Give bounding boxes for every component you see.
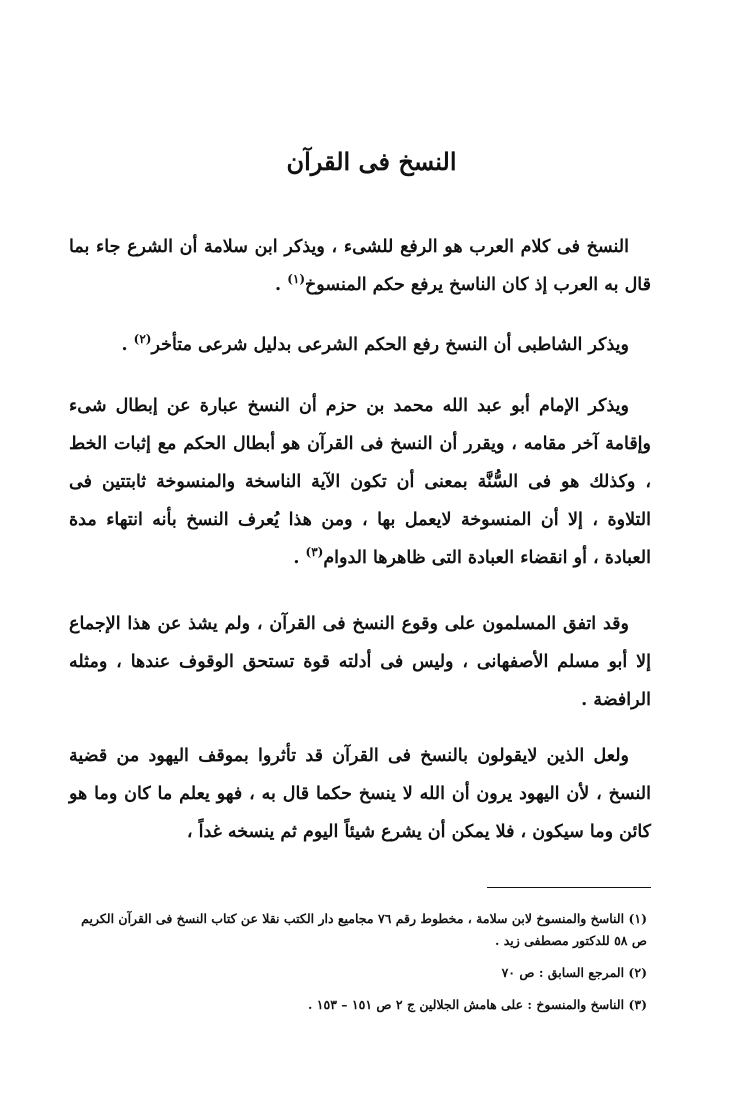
- paragraph-text: ولعل الذين لايقولون بالنسخ فى القرآن قد تأثروا بموقف اليهود من قضية النسخ ، لأن اليهود يرون أن الله لا ينسخ حكما قال به ، فهو يعلم ما كان وما هو كائن وما سيكون ، فلا يمكن أن يشرع شيئاً اليوم ثم ينسخه غداً ،: [69, 746, 651, 842]
- paragraph-2: [69, 326, 651, 364]
- footnotes: [75, 908, 647, 1026]
- paragraph-text: ويذكر الإمام أبو عبد الله محمد بن حزم أن النسخ عبارة عن إبطال شىء وإقامة آخر مقامه ، ويقرر أن النسخ فى القرآن هو أبطال الحكم مع إثبات الخط ، وكذلك هو فى السُّنَّة بمعنى أن تكون الآية الناسخة والمنسوخة ثابتتين فى التلاوة ، إلا أن المنسوخة لايعمل بها ، ومن هذا يُعرف النسخ بأنه انتهاء مدة العبادة ، أو انقضاء العبادة التى ظاهرها الدوام: [69, 396, 651, 568]
- footnote-3: (٣) الناسخ والمنسوخ : على هامش الجلالين ج ٢ ص ١٥١ – ١٥٣ .: [308, 997, 647, 1012]
- paragraph-text: ويذكر الشاطبى أن النسخ رفع الحكم الشرعى بدليل شرعى متأخر: [151, 335, 629, 355]
- paragraph-text: وقد اتفق المسلمون على وقوع النسخ فى القرآن ، ولم يشذ عن هذا الإجماع إلا أبو مسلم الأصفهانى ، وليس فى أدلته قوة تستحق الوقوف عندها ، ومثله الرافضة .: [69, 614, 651, 710]
- footnote-marker: (١): [287, 272, 306, 287]
- footnote-1: (١) الناسخ والمنسوخ لابن سلامة ، مخطوط رقم ٧٦ مجاميع دار الكتب نقلا عن كتاب النسخ فى القرآن الكريم ص ٥٨ للدكتور مصطفى زيد .: [81, 911, 647, 948]
- footnote-2: (٢) المرجع السابق : ص ٧٠: [501, 965, 647, 980]
- footnote-marker: (٣): [305, 545, 324, 560]
- page-title: النسخ فى القرآن: [286, 147, 457, 176]
- paragraph-4: [69, 605, 651, 719]
- footnote-marker: (٢): [133, 332, 152, 347]
- paragraph-5: [69, 737, 651, 851]
- paragraph-end: .: [121, 335, 134, 355]
- paragraph-text: النسخ فى كلام العرب هو الرفع للشىء ، ويذكر ابن سلامة أن الشرع جاء بما قال به العرب إذ كان الناسخ يرفع حكم المنسوخ: [69, 237, 651, 295]
- paragraph-3: [69, 387, 651, 577]
- paragraph-end: .: [293, 548, 306, 568]
- paragraph-1: [69, 228, 651, 304]
- footnote-separator: [487, 887, 651, 888]
- paragraph-end: .: [275, 275, 288, 295]
